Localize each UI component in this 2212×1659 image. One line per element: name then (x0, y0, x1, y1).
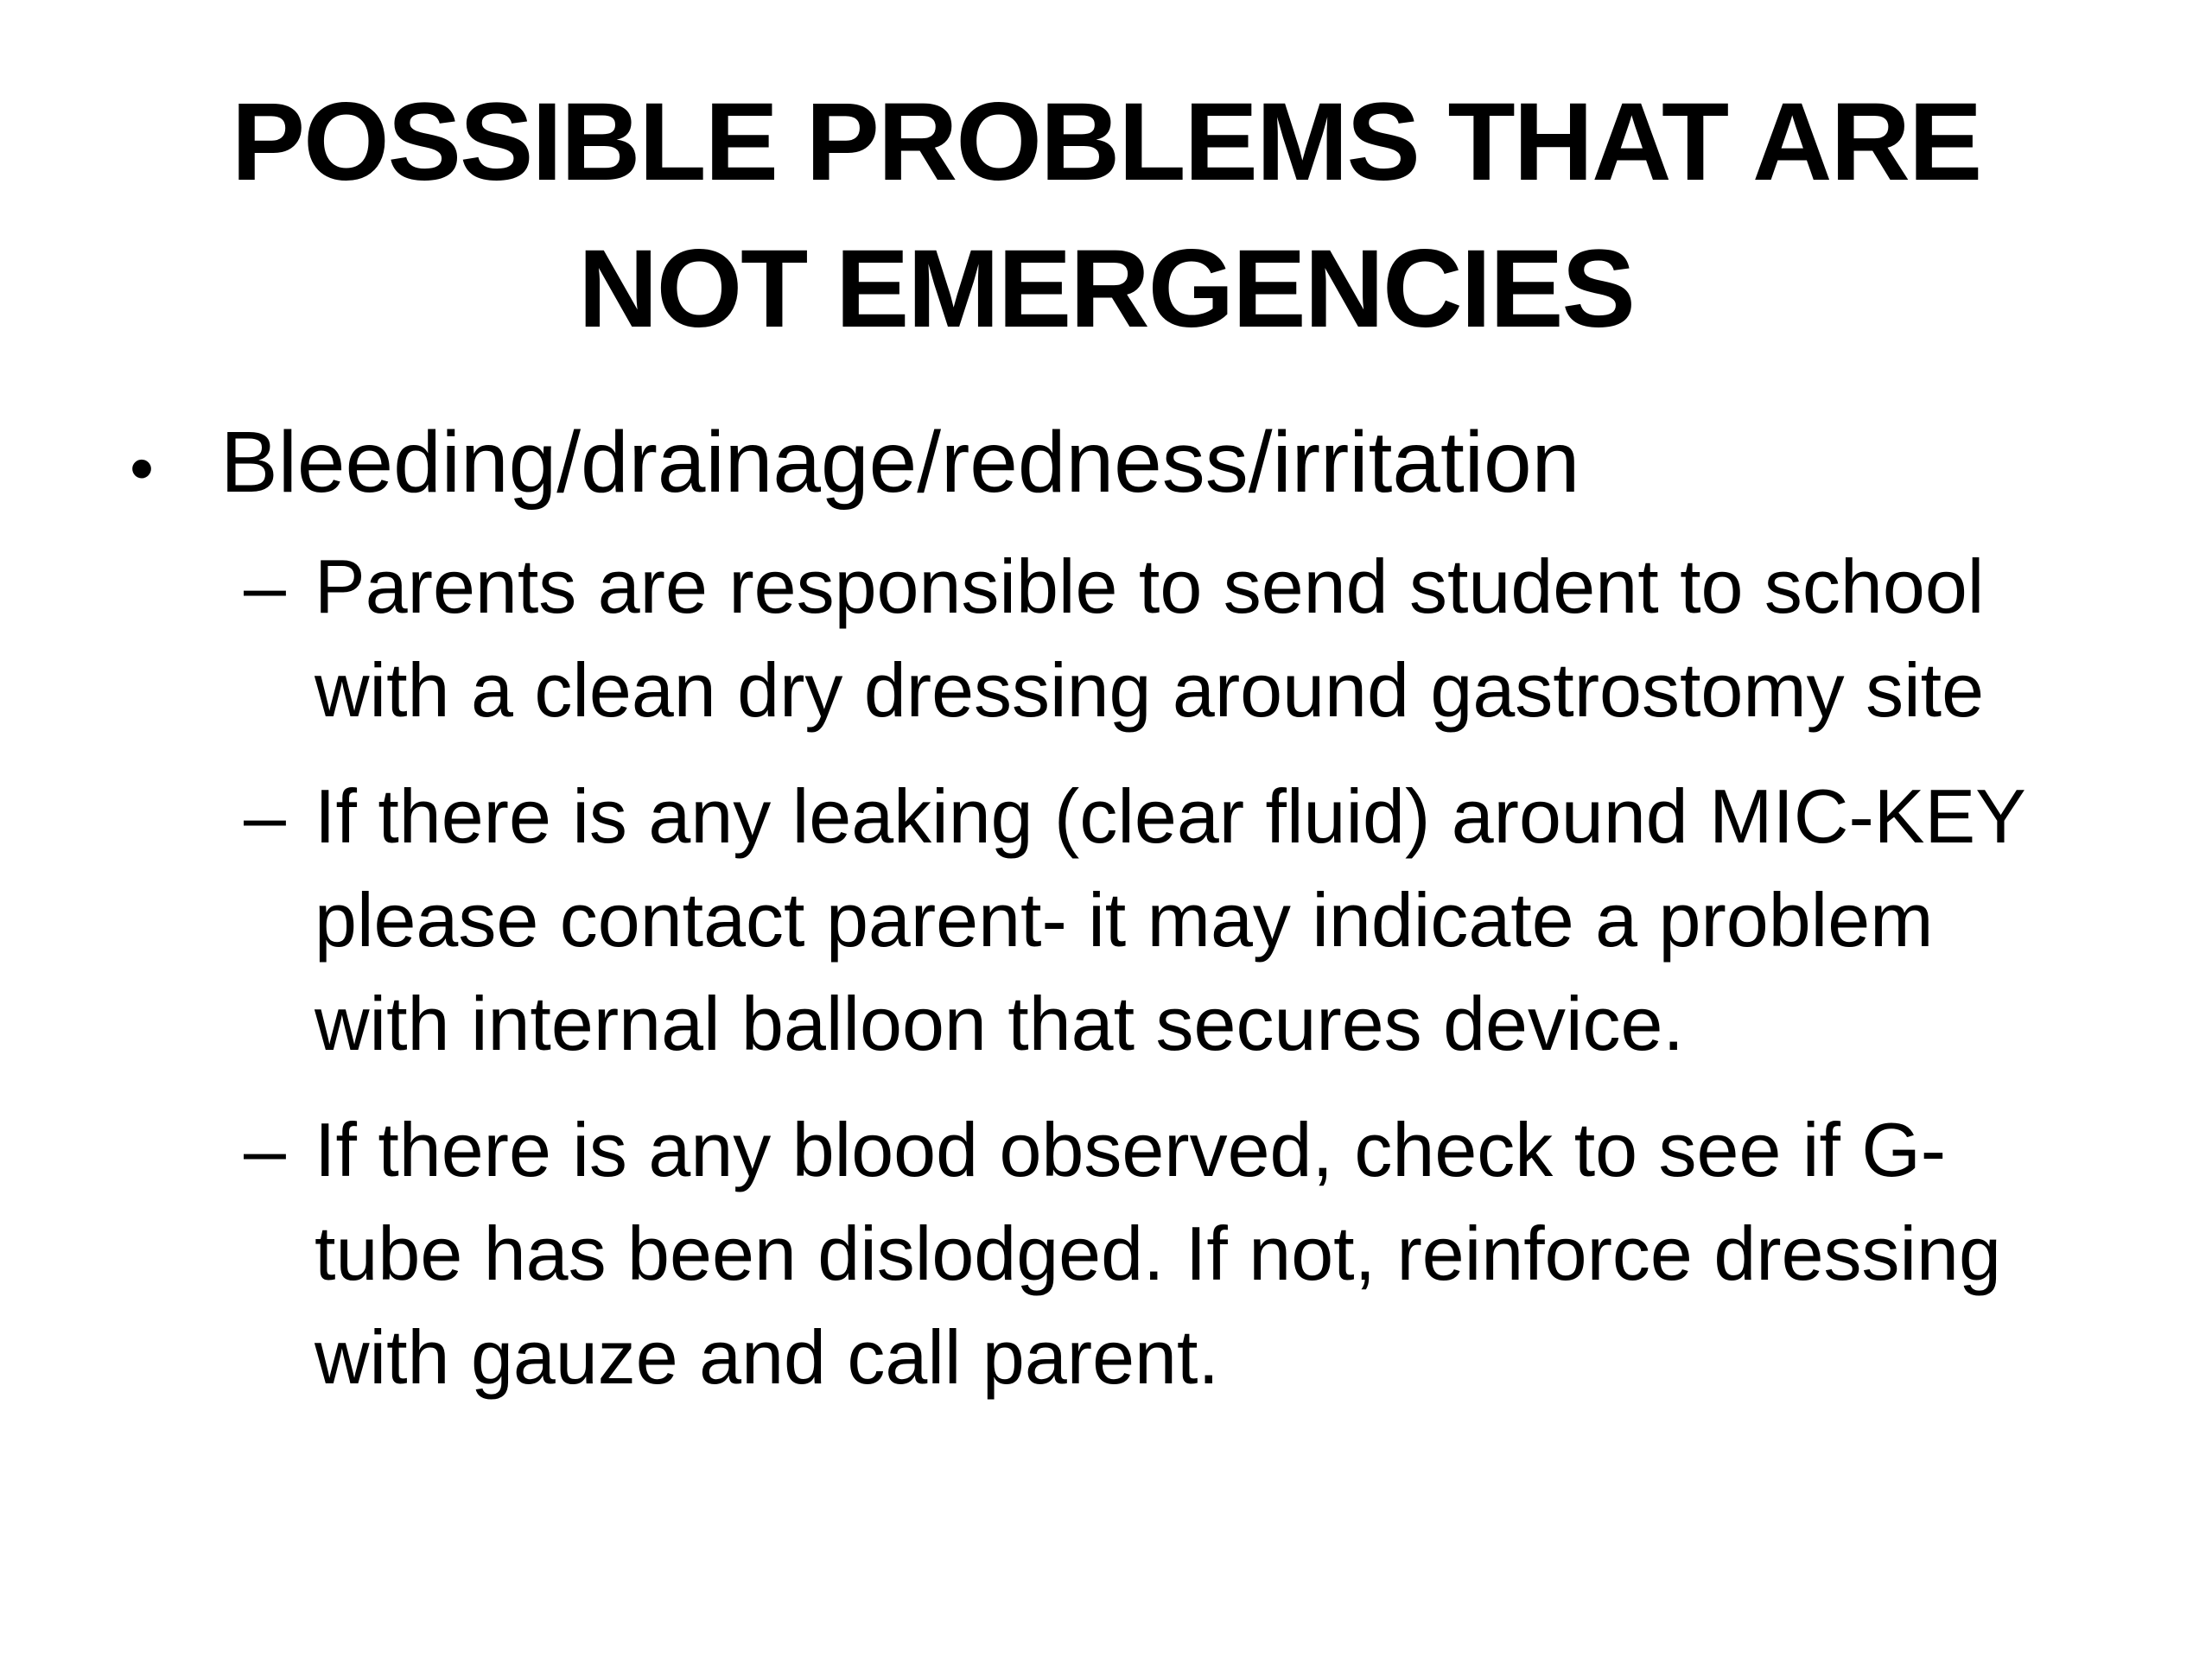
sub-bullet-item (244, 765, 2117, 1076)
dash-icon: – (244, 773, 286, 859)
sub-bullet-text: If there is any blood observed, check to see if G-tube has been dislodged. If not, reinforce dressing with gauze and call parent. (315, 1107, 2001, 1400)
sub-bullet-list (130, 535, 2117, 1409)
main-bullet (130, 406, 2117, 524)
dash-icon: – (244, 1107, 286, 1192)
sub-bullet-text: Parents are responsible to send student to school with a clean dry dressing around gastrostomy site (315, 543, 1985, 733)
sub-bullet-item (244, 1098, 2117, 1409)
sub-bullet-text: If there is any leaking (clear fluid) around MIC-KEY please contact parent- it may indicate a problem with internal balloon that secures device. (315, 773, 2025, 1066)
sub-bullet-item (244, 535, 2117, 742)
main-bullet-text: Bleeding/drainage/redness/irritation (220, 414, 1580, 511)
bullet-icon: • (130, 429, 155, 506)
slide-content (130, 406, 2117, 1432)
slide-title: POSSIBLE PROBLEMS THAT ARE NOT EMERGENCIES (231, 80, 1981, 351)
dash-icon: – (244, 543, 286, 629)
